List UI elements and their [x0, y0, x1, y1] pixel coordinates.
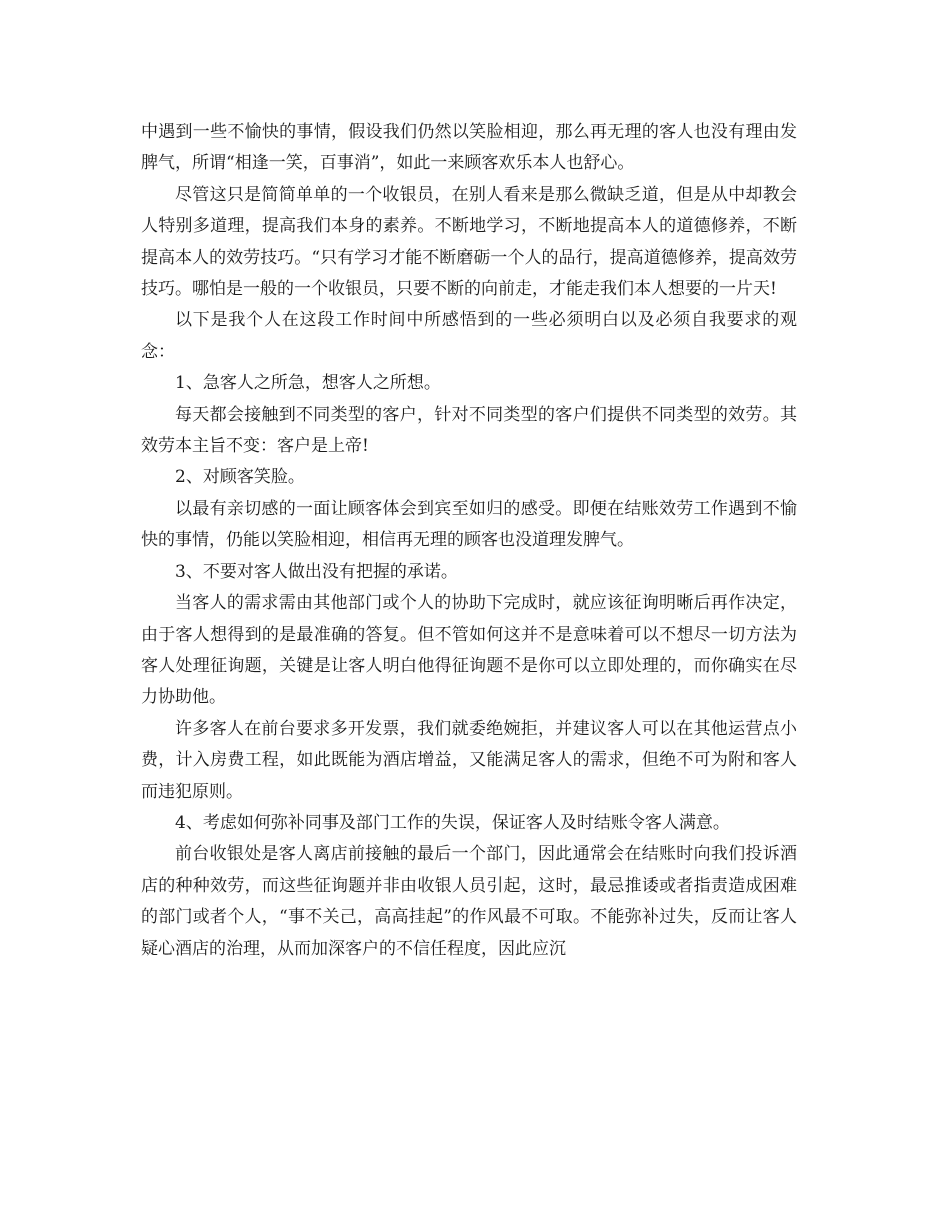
paragraph-8: 前台收银处是客人离店前接触的最后一个部门，因此通常会在结账时向我们投诉酒店的种种效劳，而这些征询题并非由收银人员引起，这时，最忌推诿或者指责造成困难的部门或者个人，“事不关己，高高挂起”的作风最不可取。不能弥补过失，反而让客人疑心酒店的治理，从而加深客户的不信任程度，因此应沉: [141, 844, 797, 959]
paragraph-5: 以最有亲切感的一面让顾客体会到宾至如归的感受。即便在结账效劳工作遇到不愉快的事情，仍能以笑脸相迎，相信再无理的顾客也没道理发脾气。: [141, 498, 797, 551]
document-page: [141, 117, 797, 965]
list-heading-4: 4、考虑如何弥补同事及部门工作的失误，保证客人及时结账令客人满意。: [175, 812, 730, 833]
paragraph-4: 每天都会接触到不同类型的客户，针对不同类型的客户们提供不同类型的效劳。其效劳本主旨不变：客户是上帝!: [141, 404, 797, 457]
paragraph-1: 中遇到一些不愉快的事情，假设我们仍然以笑脸相迎，那么再无理的客人也没有理由发脾气，所谓“相逢一笑，百事消”，如此一来顾客欢乐本人也舒心。: [141, 122, 797, 174]
paragraph-7: 许多客人在前台要求多开发票，我们就委绝婉拒，并建议客人可以在其他运营点小费，计入房费工程，如此既能为酒店增益，又能满足客人的需求，但绝不可为附和客人而违犯原则。: [141, 718, 797, 802]
paragraph-2: 尽管这只是简简单单的一个收银员，在别人看来是那么微缺乏道，但是从中却教会人特别多道理，提高我们本身的素养。不断地学习，不断地提高本人的道德修养，不断提高本人的效劳技巧。“只有学习才能不断磨砺一个人的品行，提高道德修养，提高效劳技巧。哪怕是一般的一个收银员，只要不断的向前走，才能走我们本人想要的一片天!: [141, 184, 797, 300]
list-heading-2: 2、对顾客笑脸。: [175, 467, 305, 488]
list-heading-1: 1、急客人之所急，想客人之所想。: [175, 373, 441, 394]
list-heading-3: 3、不要对客人做出没有把握的承诺。: [175, 561, 458, 582]
paragraph-6: 当客人的需求需由其他部门或个人的协助下完成时，就应该征询明晰后再作决定，由于客人想得到的是最准确的答复。但不管如何这并不是意味着可以不想尽一切方法为客人处理征询题，关键是让客人明白他得征询题不是你可以立即处理的，而你确实在尽力协助他。: [141, 593, 797, 708]
paragraph-3: 以下是我个人在这段工作时间中所感悟到的一些必须明白以及必须自我要求的观念：: [141, 310, 797, 362]
